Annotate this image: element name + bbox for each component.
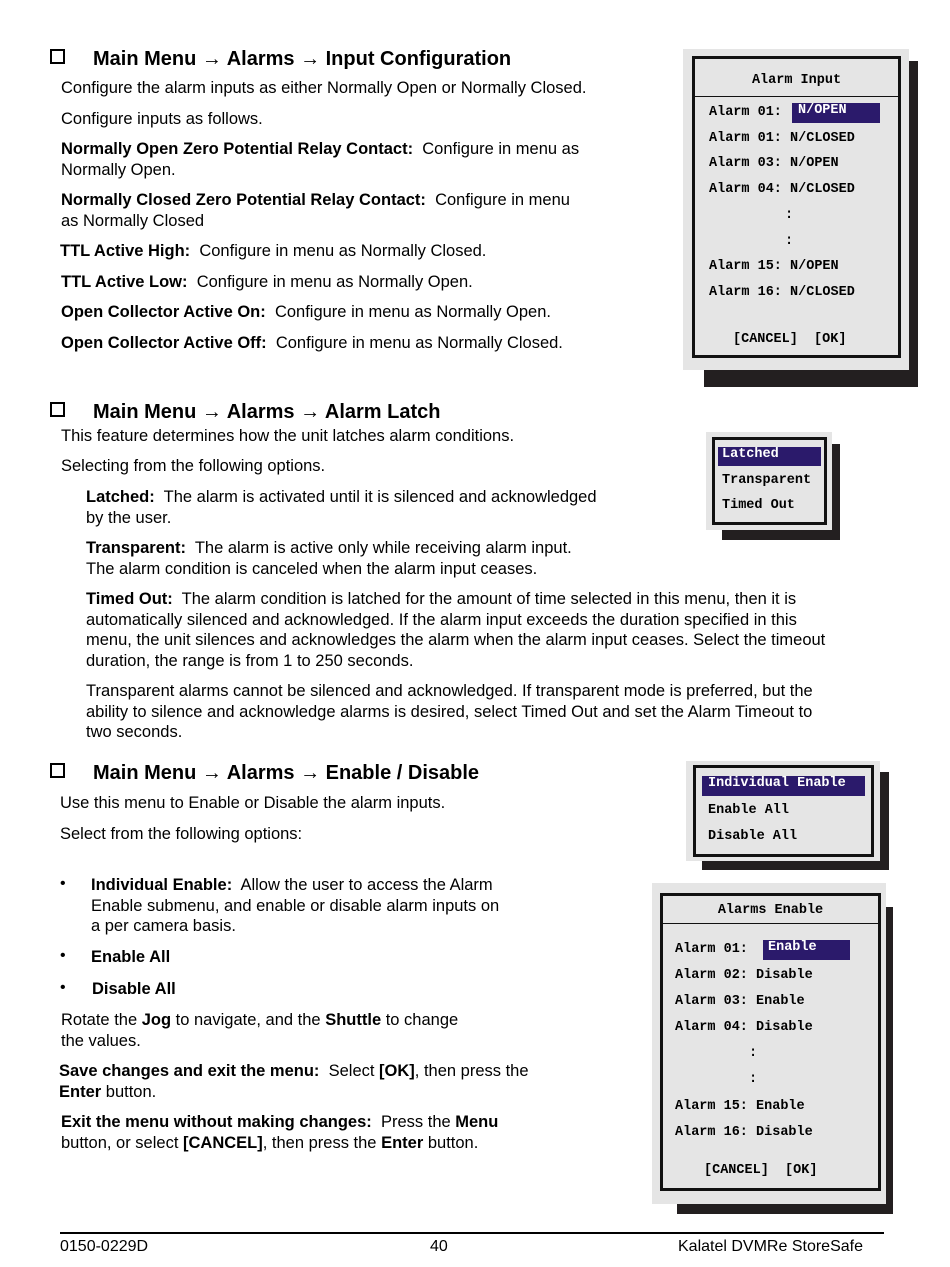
paragraph: Use this menu to Enable or Disable the alarm inputs. bbox=[60, 794, 446, 812]
alarm-row-label: Alarm 15: bbox=[675, 1099, 748, 1114]
section-heading-alarm-latch bbox=[50, 401, 440, 424]
enter-label: Enter bbox=[381, 1133, 424, 1152]
config-item-label: Normally Closed Zero Potential Relay Contact: bbox=[61, 191, 426, 209]
menu-option[interactable]: Enable All bbox=[708, 803, 790, 818]
menu-buttons[interactable]: [CANCEL] [OK] bbox=[733, 332, 847, 347]
menu-option-label: Individual Enable bbox=[708, 776, 846, 791]
text: Select bbox=[328, 1062, 380, 1080]
alarm-row[interactable] bbox=[675, 1020, 813, 1035]
text: , then press the bbox=[414, 1062, 529, 1080]
alarm-row[interactable] bbox=[709, 182, 855, 197]
text: the values. bbox=[61, 1031, 141, 1050]
config-item-label: TTL Active Low: bbox=[61, 273, 188, 291]
menu-option-label: Latched bbox=[722, 447, 779, 462]
alarm-row-label: Alarm 16: bbox=[675, 1125, 748, 1140]
latch-option-transparent bbox=[86, 538, 572, 579]
option-text: menu, the unit silences and acknowledges the alarm when the alarm input ceases. Select the timeout bbox=[86, 631, 826, 649]
heading-text: Main Menu → Alarms → Alarm Latch bbox=[93, 401, 441, 423]
bullet-label: Individual Enable: bbox=[91, 876, 233, 894]
config-item bbox=[61, 302, 551, 323]
config-item bbox=[61, 272, 473, 293]
alarm-row[interactable] bbox=[675, 1099, 805, 1114]
config-item-label: Normally Open Zero Potential Relay Contact: bbox=[61, 140, 414, 158]
section-heading-input-config bbox=[50, 48, 511, 71]
alarm-row-label: Alarm 01: bbox=[675, 942, 748, 957]
option-text: The alarm condition is latched for the amount of time selected in this menu, then it is bbox=[181, 590, 797, 608]
enter-label: Enter bbox=[59, 1082, 102, 1101]
text: button, or select bbox=[61, 1133, 183, 1152]
paragraph: Selecting from the following options. bbox=[61, 457, 326, 475]
text: Rotate the bbox=[61, 1011, 142, 1029]
heading-text: Main Menu → Alarms → Enable / Disable bbox=[93, 762, 480, 784]
config-item bbox=[61, 333, 563, 354]
alarm-row-value-selected[interactable] bbox=[763, 940, 850, 960]
bullet-icon: • bbox=[60, 947, 66, 964]
menu-buttons[interactable]: [CANCEL] [OK] bbox=[704, 1163, 818, 1178]
config-item-label: Open Collector Active Off: bbox=[61, 334, 267, 352]
option-label: Latched: bbox=[86, 488, 155, 506]
alarm-row[interactable] bbox=[675, 994, 805, 1009]
option-text: by the user. bbox=[86, 508, 172, 527]
enable-menu bbox=[693, 765, 874, 857]
footer-divider bbox=[60, 1232, 884, 1234]
alarm-row-label: Alarm 01: bbox=[709, 131, 782, 146]
alarm-row-label: Alarm 01: bbox=[709, 105, 782, 120]
alarm-row[interactable] bbox=[675, 1125, 813, 1140]
exit-label: Exit the menu without making changes: bbox=[61, 1113, 372, 1131]
save-instructions bbox=[59, 1061, 529, 1102]
config-item-text: Normally Open. bbox=[61, 160, 176, 179]
ok-label: [OK] bbox=[379, 1062, 415, 1080]
ellipsis: : bbox=[785, 234, 794, 249]
text: to navigate, and the bbox=[171, 1011, 326, 1029]
exit-instructions bbox=[61, 1112, 498, 1153]
checkbox-bullet-icon bbox=[50, 402, 65, 417]
paragraph: This feature determines how the unit latches alarm conditions. bbox=[61, 427, 515, 445]
config-item bbox=[60, 241, 486, 262]
option-text: duration, the range is from 1 to 250 seconds. bbox=[86, 651, 414, 670]
text: Press the bbox=[380, 1113, 456, 1131]
alarm-row-value: Enable bbox=[756, 994, 805, 1009]
alarm-row[interactable] bbox=[675, 968, 813, 983]
alarm-row-value: N/CLOSED bbox=[790, 131, 855, 146]
alarm-row-value-selected[interactable] bbox=[792, 103, 880, 123]
cancel-label: [CANCEL] bbox=[183, 1133, 263, 1152]
alarm-row-value: N/CLOSED bbox=[790, 182, 855, 197]
config-item-text: as Normally Closed bbox=[61, 211, 205, 230]
checkbox-bullet-icon bbox=[50, 49, 65, 64]
alarm-row-label: Alarm 02: bbox=[675, 968, 748, 983]
alarm-row-value: N/OPEN bbox=[790, 259, 839, 274]
menu-title: Alarms Enable bbox=[717, 903, 824, 918]
alarm-row-label: Alarm 04: bbox=[709, 182, 782, 197]
shuttle-label: Shuttle bbox=[325, 1011, 382, 1029]
menu-label: Menu bbox=[455, 1113, 499, 1131]
checkbox-bullet-icon bbox=[50, 763, 65, 778]
menu-option-selected[interactable] bbox=[702, 776, 865, 796]
menu-option-selected[interactable] bbox=[718, 447, 821, 466]
paragraph: Configure inputs as follows. bbox=[61, 110, 263, 128]
bullet-icon: • bbox=[60, 875, 66, 892]
alarm-row-value: Disable bbox=[756, 968, 813, 983]
latch-menu bbox=[712, 437, 827, 525]
alarm-input-menu bbox=[692, 56, 901, 358]
text: button. bbox=[101, 1082, 157, 1101]
bullet-label: Disable All bbox=[92, 980, 176, 998]
latch-option-latched bbox=[86, 487, 597, 528]
alarm-row-value: Enable bbox=[768, 940, 817, 955]
alarm-row-value: N/OPEN bbox=[798, 103, 847, 118]
config-item-text: Configure in menu as bbox=[422, 140, 580, 158]
footer-product: Kalatel DVMRe StoreSafe bbox=[678, 1238, 863, 1255]
config-item-text: Configure in menu as Normally Closed. bbox=[275, 334, 563, 352]
config-item-label: Open Collector Active On: bbox=[61, 303, 266, 321]
note-text: Transparent alarms cannot be silenced and acknowledged. If transparent mode is preferred, but the bbox=[86, 682, 813, 700]
alarm-row[interactable] bbox=[709, 156, 839, 171]
alarm-row-label: Alarm 15: bbox=[709, 259, 782, 274]
note-text: ability to silence and acknowledge alarms is desired, select Timed Out and set the Alarm Timeout to bbox=[86, 702, 813, 721]
latch-note bbox=[86, 681, 886, 743]
footer-page-number: 40 bbox=[430, 1238, 448, 1255]
config-item-text: Configure in menu bbox=[435, 191, 570, 209]
option-label: Transparent: bbox=[86, 539, 186, 557]
option-text: The alarm is activated until it is silenced and acknowledged bbox=[163, 488, 597, 506]
bullet-label: Enable All bbox=[91, 948, 171, 966]
ellipsis: : bbox=[749, 1072, 758, 1087]
config-item-label: TTL Active High: bbox=[60, 242, 191, 260]
jog-label: Jog bbox=[141, 1011, 172, 1029]
text: to change bbox=[381, 1011, 459, 1029]
option-text: The alarm condition is canceled when the alarm input ceases. bbox=[86, 559, 538, 578]
section-heading-enable-disable bbox=[50, 762, 479, 785]
alarm-row-label: Alarm 03: bbox=[675, 994, 748, 1009]
divider bbox=[695, 96, 898, 97]
note-text: two seconds. bbox=[86, 723, 183, 741]
config-item-text: Configure in menu as Normally Open. bbox=[196, 273, 473, 291]
alarm-row-value: N/CLOSED bbox=[790, 285, 855, 300]
ellipsis: : bbox=[749, 1046, 758, 1061]
text: button. bbox=[423, 1133, 479, 1152]
bullet-enable-all bbox=[91, 947, 170, 968]
option-text: The alarm is active only while receiving alarm input. bbox=[194, 539, 572, 557]
alarm-row[interactable] bbox=[709, 259, 839, 274]
alarm-row-label: Alarm 04: bbox=[675, 1020, 748, 1035]
option-label: Timed Out: bbox=[86, 590, 173, 608]
config-item-text: Configure in menu as Normally Open. bbox=[274, 303, 551, 321]
alarm-row[interactable] bbox=[709, 285, 855, 300]
bullet-text: a per camera basis. bbox=[91, 917, 236, 935]
config-item bbox=[61, 139, 631, 180]
bullet-icon: • bbox=[60, 979, 66, 996]
bullet-text: Enable submenu, and enable or disable alarm inputs on bbox=[91, 896, 500, 915]
option-text: automatically silenced and acknowledged. If the alarm input exceeds the duration specified in this bbox=[86, 610, 797, 629]
latch-option-timed-out bbox=[86, 589, 886, 671]
paragraph: Select from the following options: bbox=[60, 825, 303, 843]
alarm-row[interactable] bbox=[709, 131, 855, 146]
alarm-row[interactable] bbox=[709, 105, 782, 120]
alarms-enable-menu bbox=[660, 893, 881, 1191]
config-item-text: Configure in menu as Normally Closed. bbox=[199, 242, 487, 260]
rotate-instructions bbox=[61, 1010, 458, 1051]
alarm-row-label: Alarm 16: bbox=[709, 285, 782, 300]
menu-option[interactable]: Transparent bbox=[722, 473, 812, 488]
bullet-disable-all bbox=[92, 979, 176, 1000]
alarm-row-value: Disable bbox=[756, 1020, 813, 1035]
alarm-row-value: Enable bbox=[756, 1099, 805, 1114]
alarm-row-label: Alarm 03: bbox=[709, 156, 782, 171]
paragraph: Configure the alarm inputs as either Normally Open or Normally Closed. bbox=[61, 79, 587, 97]
alarm-row-value: N/OPEN bbox=[790, 156, 839, 171]
ellipsis: : bbox=[785, 208, 794, 223]
bullet-individual-enable bbox=[91, 875, 499, 937]
save-label: Save changes and exit the menu: bbox=[59, 1062, 320, 1080]
heading-text: Main Menu → Alarms → Input Configuration bbox=[93, 48, 512, 70]
menu-title: Alarm Input bbox=[751, 73, 842, 88]
divider bbox=[663, 923, 878, 924]
footer-doc-number: 0150-0229D bbox=[60, 1238, 149, 1255]
alarm-row-value: Disable bbox=[756, 1125, 813, 1140]
text: , then press the bbox=[262, 1133, 382, 1152]
menu-option[interactable]: Disable All bbox=[708, 829, 798, 844]
bullet-text: Allow the user to access the Alarm bbox=[240, 876, 493, 894]
config-item bbox=[61, 190, 631, 231]
menu-option[interactable]: Timed Out bbox=[722, 498, 795, 513]
alarm-row[interactable] bbox=[675, 942, 748, 957]
